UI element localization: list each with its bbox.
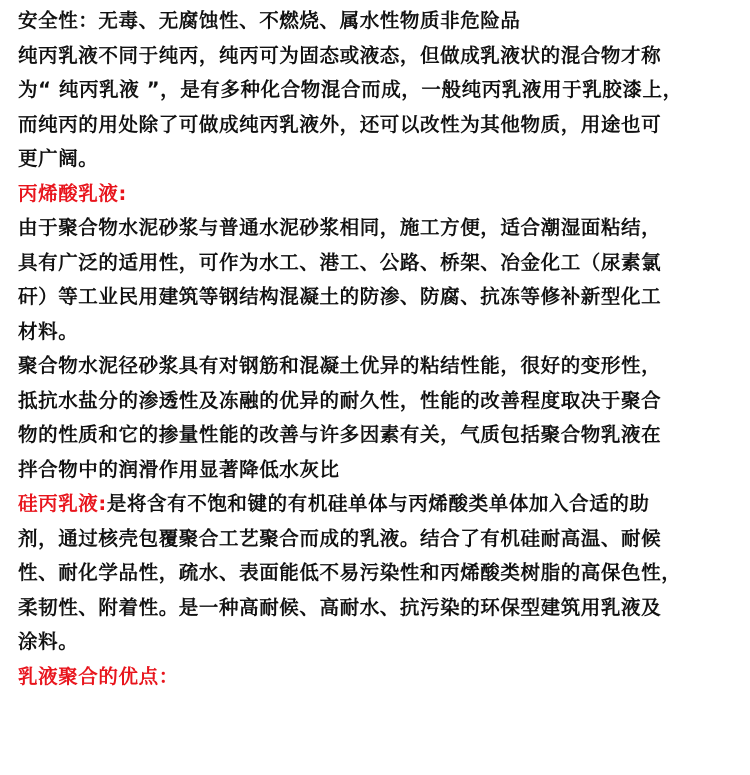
text-line-14: [18, 453, 736, 488]
line-1-text: 安全性：无毒、无腐蚀性、不燃烧、属水性物质非危险品: [18, 9, 521, 32]
text-line-4: [18, 108, 736, 143]
text-line-15: [18, 487, 736, 522]
line-13-text: 物的性质和它的掺量性能的改善与许多因素有关，气质包括聚合物乳液在: [18, 423, 662, 446]
text-line-5: [18, 142, 736, 177]
text-line-11: [18, 349, 736, 384]
line-4-text: 而纯丙的用处除了可做成纯丙乳液外，还可以改性为其他物质，用途也可: [18, 112, 662, 136]
section-heading-emulsion-advantages: 乳液聚合的优点：: [18, 664, 179, 688]
text-line-12: [18, 384, 736, 419]
line-7-text: 由于聚合物水泥砂浆与普通水泥砂浆相同，施工方便，适合潮湿面粘结，: [18, 216, 662, 239]
line-14-text: 拌合物中的润滑作用显著降低水灰比: [18, 457, 340, 481]
text-line-7: [18, 211, 736, 246]
text-line-19: [18, 625, 736, 660]
text-line-6: [18, 177, 736, 212]
line-5-text: 更广阔。: [18, 147, 99, 170]
line-3-text: 为“ 纯丙乳液 ”，是有多种化合物混合而成，一般纯丙乳液用于乳胶漆上，: [18, 78, 683, 101]
line-8-text: 具有广泛的适用性，可作为水工、港工、公路、桥架、冶金化工（尿素氯: [18, 250, 662, 274]
text-line-1: [18, 4, 736, 39]
line-18-text: 柔韧性、附着性。是一种高耐候、高耐水、抗污染的环保型建筑用乳液及: [18, 595, 662, 619]
line-10-text: 材料。: [18, 319, 79, 343]
text-line-8: [18, 246, 736, 281]
text-line-16: [18, 522, 736, 557]
line-16-text: 剂，通过核壳包覆聚合工艺聚合而成的乳液。结合了有机硅耐高温、耐候: [18, 526, 662, 550]
line-9-text: 矸）等工业民用建筑等钢结构混凝土的防渗、防腐、抗冻等修补新型化工: [18, 285, 662, 308]
line-12-text: 抵抗水盐分的渗透性及冻融的优异的耐久性，性能的改善程度取决于聚合: [18, 388, 662, 412]
text-line-17: [18, 556, 736, 591]
section-heading-silicone-acrylic: 硅丙乳液:: [18, 492, 107, 515]
line-17-text: 性、耐化学品性，疏水、表面能低不易污染性和丙烯酸类树脂的高保色性，: [18, 561, 682, 584]
text-line-10: [18, 315, 736, 350]
text-line-13: [18, 418, 736, 453]
section-heading-acrylic: 丙烯酸乳液:: [18, 181, 127, 205]
text-line-9: [18, 280, 736, 315]
line-2-text: 纯丙乳液不同于纯丙，纯丙可为固态或液态，但做成乳液状的混合物才称: [18, 43, 662, 67]
text-line-2: [18, 39, 736, 74]
text-line-3: [18, 73, 736, 108]
line-15-text: 是将含有不饱和键的有机硅单体与丙烯酸类单体加入合适的助: [106, 492, 650, 515]
line-19-text: 涂料。: [18, 630, 79, 653]
text-line-20: [18, 660, 736, 695]
line-11-text: 聚合物水泥径砂浆具有对钢筋和混凝土优异的粘结性能，很好的变形性，: [18, 354, 662, 377]
text-line-18: [18, 591, 736, 626]
